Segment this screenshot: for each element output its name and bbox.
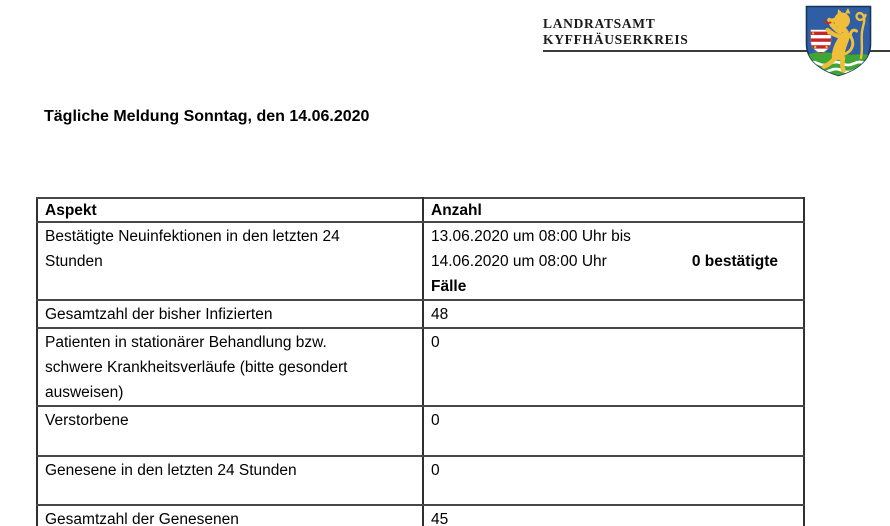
- anzahl-cell: [423, 222, 804, 300]
- aspect-line: Stunden: [45, 253, 103, 270]
- anzahl-line-bold: Fälle: [431, 278, 467, 295]
- aspect-line: Patienten in stationärer Behandlung bzw.: [45, 334, 327, 351]
- anzahl-text: 14.06.2020 um 08:00 Uhr: [431, 253, 607, 270]
- table-row-gesamtzahl-genesene: [37, 505, 804, 526]
- table-row-neuinfektionen: [37, 222, 804, 300]
- aspect-cell: Genesene in den letzten 24 Stunden: [37, 456, 423, 505]
- anzahl-cell: 48: [423, 300, 804, 328]
- aspect-line: Bestätigte Neuinfektionen in den letzten 24: [45, 228, 340, 245]
- anzahl-line: [431, 249, 796, 274]
- anzahl-bold-note: 0 bestätigte: [691, 253, 778, 270]
- aspect-cell: [37, 222, 423, 300]
- table-header-row: [37, 198, 804, 222]
- report-table: [36, 197, 805, 526]
- anzahl-cell: 0: [423, 328, 804, 406]
- org-name-line1: LANDRATSAMT: [543, 16, 656, 31]
- anzahl-cell: 0: [423, 406, 804, 456]
- table-row-verstorbene: [37, 406, 804, 456]
- header-anzahl: Anzahl: [423, 198, 804, 222]
- table-row-gesamtzahl-infizierte: [37, 300, 804, 328]
- anzahl-cell: 0: [423, 456, 804, 505]
- aspect-cell: [37, 328, 423, 406]
- header-aspect: Aspekt: [37, 198, 423, 222]
- aspect-line: ausweisen): [45, 384, 124, 401]
- letterhead-org-name: [543, 16, 689, 47]
- aspect-cell: Verstorbene: [37, 406, 423, 456]
- coat-of-arms-icon: [804, 4, 873, 78]
- aspect-line: schwere Krankheitsverläufe (bitte gesondert: [45, 359, 348, 376]
- document-title: Tägliche Meldung Sonntag, den 14.06.2020: [44, 108, 370, 125]
- org-name-line2: KYFFHÄUSERKREIS: [543, 31, 689, 47]
- anzahl-cell: 45: [423, 505, 804, 526]
- aspect-cell: Gesamtzahl der Genesenen: [37, 505, 423, 526]
- anzahl-line: 13.06.2020 um 08:00 Uhr bis: [431, 228, 631, 245]
- table-row-stationaere-behandlung: [37, 328, 804, 406]
- table-row-genesene-24h: [37, 456, 804, 505]
- aspect-cell: Gesamtzahl der bisher Infizierten: [37, 300, 423, 328]
